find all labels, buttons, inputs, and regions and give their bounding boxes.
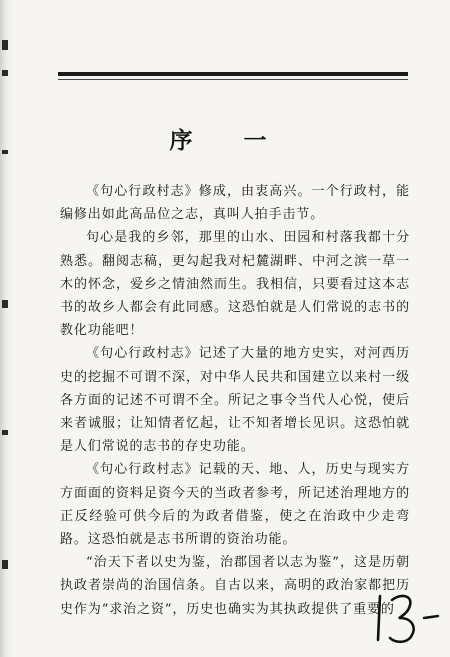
header-rule-thin bbox=[58, 79, 408, 80]
binding-mark bbox=[2, 430, 8, 435]
paragraph-1: 《句心行政村志》修成，由衷高兴。一个行政村，能编修出如此高品位之志，真叫人拍手击节。 bbox=[60, 184, 410, 223]
paragraph-5: “治天下者以史为鉴，治郡国者以志为鉴”，这是历朝执政者崇尚的治国信条。自古以来，高明的政治家都把历史作为“求治之资”，历史也确实为其执政提供了重要的 bbox=[60, 555, 410, 617]
paragraph-4: 《句心行政村志》记载的天、地、人，历史与现实方方面面的资料足资今天的当政者参考，所记述治理地方的正反经验可供今后的为政者借鉴，使之在治政中少走弯路。这恐怕就是志书所谓的资治功能。 bbox=[60, 462, 410, 548]
handwritten-page-number-graphic bbox=[372, 588, 450, 648]
preface-body bbox=[60, 180, 410, 621]
binding-mark bbox=[2, 300, 8, 308]
preface-title: 序 一 bbox=[169, 127, 281, 154]
paragraph-2: 句心是我的乡邻，那里的山水、田园和村落我都十分熟悉。翻阅志稿，更勾起我对杞麓湖畔、中河之滨一草一木的怀念，爱乡之情油然而生。我相信，只要看过这本志书的故乡人都会有此同感。这恐怕就是人们常说的志书的教化功能吧！ bbox=[60, 230, 410, 339]
handwritten-page-number bbox=[372, 588, 450, 648]
header-rule bbox=[58, 72, 408, 76]
binding-mark bbox=[2, 560, 8, 569]
binding-mark bbox=[2, 40, 8, 50]
binding-edge bbox=[0, 0, 14, 657]
paragraph-3: 《句心行政村志》记述了大量的地方史实，对河西历史的挖掘不可谓不深，对中华人民共和国建立以来村一级各方面的记述不可谓不全。所记之事令当代人心悦，使后来者诚服；让知情者忆起，让不知者增长见识。这恐怕就是人们常说的志书的存史功能。 bbox=[60, 346, 410, 455]
binding-mark bbox=[2, 70, 8, 76]
